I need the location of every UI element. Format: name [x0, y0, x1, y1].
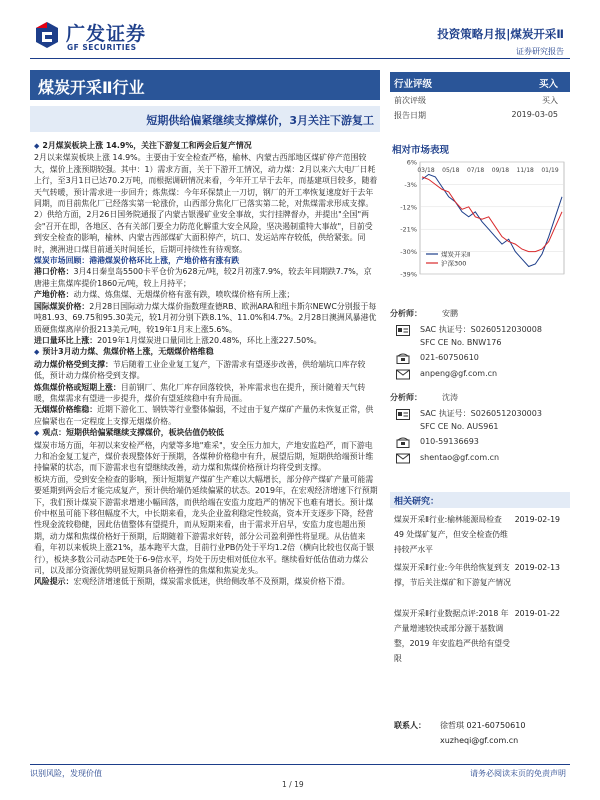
gf-logo-icon [34, 20, 60, 50]
sidebar [390, 72, 570, 534]
paragraph-text: 2019年1月煤炭进口量同比上涨20.48%，环比上涨227.50%。 [97, 335, 322, 345]
analyst1-email[interactable]: anpeng@gf.com.cn [420, 369, 498, 378]
subtitle-bar [30, 106, 380, 132]
paragraph-text: 2月28日国际动力煤大煤价指数理查德RB、欧洲ARA和纽卡斯尔NEWC分别报于每吨81.93、69.75和95.30美元，较1月初分别下跌8.1%、11.0%和4.7%。2月28日澳洲风暴港优质硬焦煤离岸价报213美元/吨，较19年1月末上涨5.6%。 [34, 301, 377, 334]
related-research-header [390, 492, 570, 508]
footer-divider [30, 764, 570, 765]
paragraph-text: 3月4日秦皇岛5500卡平仓价为628元/吨，较2月初涨7.9%，较去年同期跌7.7%，京唐港主焦煤库提价1860元/吨，较上月持平； [34, 267, 372, 288]
related-research-title: 相关研究： [394, 497, 440, 507]
email-icon [396, 453, 410, 464]
analyst2-sac: SAC 执证号：S0260512030003 [420, 409, 542, 418]
phone-icon [396, 353, 410, 364]
paragraph-lead: 进口量环比上涨： [34, 335, 98, 345]
report-subtitle: 短期供给偏紧继续支撑煤价，3月关注下游复工 [146, 114, 374, 127]
analyst1-name: 安鹏 [442, 309, 458, 318]
analyst2-email[interactable]: shentao@gf.com.cn [420, 453, 500, 462]
report-date-row [390, 107, 570, 122]
y-tick-label: 6% [406, 158, 417, 167]
rating-header [390, 72, 570, 92]
related-item[interactable] [390, 606, 570, 668]
report-type: 投资策略月报|煤炭开采Ⅱ [437, 27, 564, 41]
logo-en-text: GF SECURITIES [67, 43, 137, 52]
related-item-title: 煤炭开采Ⅱ行业数据点评:2018 年产量增速较快或部分源于基数调整，2019 年安监趋严供给有望受限 [394, 609, 510, 663]
body-paragraph [34, 152, 378, 255]
logo-cn-text: 广发证券 [66, 23, 147, 45]
paragraph-text: 动力煤、炼焦煤、无烟煤价格有涨有跌，喷吹煤价格有所上涨； [73, 290, 295, 300]
x-tick-label: 05/18 [442, 167, 460, 174]
related-item-date: 2019-02-19 [514, 515, 560, 524]
paragraph-lead: 港口价格： [34, 267, 74, 277]
contact-email[interactable]: xuzheqi@gf.com.cn [440, 736, 519, 745]
gf-logo [34, 18, 184, 56]
x-tick-label: 09/18 [491, 167, 510, 174]
paragraph-lead: 炼焦煤价格或短期上涨： [34, 382, 121, 392]
body-paragraph [34, 440, 378, 474]
related-item[interactable] [390, 560, 570, 608]
page-number: 1 / 19 [282, 780, 304, 789]
paragraph-text: 2月以来煤炭板块上涨 14.9%。主要由于安全检查严格，榆林、内蒙古西部地区煤矿停产范围较大，煤价上涨预期较强。其中：1）需求方面，关于下游开工情况，动力煤：2月以来六大电厂日耗上行，至3月1日已达70.2万吨，而根据调研情况来看，今年开工早于去年，而基建项目较多，随着天气转暖，预计需求进一步回升；炼焦煤：今年环保禁止一刀切，钢厂的开工率恢复速度好于去年同期，而目前焦化厂已经落实第一轮涨价，山西部分焦化厂已落实第二轮，对焦煤需求形成支撑。2）供给方面，2月26日国务院通报了内蒙古银漫矿业安全事故，实行挂牌督办，并提出"全国"两会"召开在即，各地区、各有关部门要全力防范化解重大安全风险，坚决遏制重特大事故"，目前受到安全检查的影响，榆林、内蒙古西部煤矿大面积停产，坑口、发运站库存较低，供给紧张。同时，澳洲进口煤目前通关时间延长，后期可持续性有待观察。 [34, 153, 378, 254]
analyst2-phone: 010-59136693 [420, 437, 479, 446]
contact-name-phone: 徐哲琪 021-60750610 [440, 721, 526, 730]
paragraph-lead: 产地价格： [34, 290, 74, 300]
legend-label: 煤炭开采Ⅱ [441, 250, 471, 259]
section-subheading [34, 255, 378, 266]
x-tick-label: 11/18 [516, 167, 534, 174]
contact-block [390, 720, 570, 748]
body-paragraph [34, 382, 378, 405]
y-tick-label: -12% [400, 203, 417, 212]
paragraph-text: 节后随着工业企业复工复产，下游需求有望逐步改善，供给端坑口库存较低，预计动力煤价格受到支撑。 [34, 359, 366, 381]
report-date-label: 报告日期 [394, 111, 426, 120]
prev-rating-value: 买入 [542, 96, 558, 105]
body-paragraph [34, 404, 378, 427]
header-divider [30, 58, 570, 59]
x-tick-label: 01/19 [541, 167, 559, 174]
paragraph-text: 预计3月动力煤、焦煤价格上涨，无烟煤价格维稳 [42, 347, 214, 357]
analyst1-sfc: SFC CE No. BNW176 [420, 338, 502, 347]
rating-label: 行业评级 [394, 79, 433, 90]
body-paragraph [34, 335, 378, 346]
body-paragraph [34, 266, 378, 289]
section-heading [34, 140, 378, 152]
paragraph-lead: 风险提示： [34, 577, 74, 587]
report-date-value: 2019-03-05 [511, 110, 558, 119]
title-banner [30, 70, 380, 100]
body-paragraph [34, 301, 378, 335]
prev-rating-label: 前次评级 [394, 96, 426, 105]
relative-performance-chart [390, 156, 570, 296]
related-item-date: 2019-01-22 [514, 609, 560, 618]
y-tick-label: -3% [404, 180, 417, 189]
x-tick-label: 07/18 [466, 167, 485, 174]
related-item-date: 2019-02-13 [514, 563, 560, 572]
related-item-title: 煤炭开采Ⅱ行业:榆林能源局检查 49 处煤矿复产，但安全检查仍维持较严水平 [394, 515, 508, 554]
report-sub: 证券研究报告 [516, 47, 564, 56]
contact-label: 联系人： [394, 721, 426, 730]
body-paragraph [34, 576, 378, 587]
related-item[interactable] [390, 512, 570, 560]
paragraph-text: 宏观经济增速低于预期，煤炭需求低迷，供给侧改革不及预期，煤炭价格下滑。 [73, 577, 350, 587]
rating-value: 买入 [538, 79, 558, 90]
body-paragraph [34, 359, 378, 382]
analyst1-phone: 021-60750610 [420, 353, 479, 362]
y-tick-label: -30% [400, 248, 417, 257]
x-tick-label: 03/18 [417, 167, 435, 174]
paragraph-text: 近期下游化工、钢铁等行业整体偏弱，不过由于复产煤矿产量仍未恢复正常，供应偏紧也在一定程度上支撑无烟煤价格。 [34, 405, 374, 426]
prev-rating-row [390, 92, 570, 107]
body-paragraph [34, 289, 378, 300]
analyst1-label: 分析师： [390, 309, 422, 318]
paragraph-text: 煤炭市场回顾：港港煤炭价格环比上涨，产地价格有涨有跌 [34, 256, 240, 266]
main-body [34, 140, 378, 760]
y-tick-label: -39% [400, 270, 417, 279]
section-heading [34, 346, 378, 358]
paragraph-text: 2月煤炭板块上涨 14.9%，关注下游复工和两会后复产情况 [42, 141, 252, 150]
paragraph-lead: 国际煤炭价格： [34, 301, 90, 311]
disclaimer-notice: 请务必阅读末页的免责声明 [470, 769, 566, 778]
legend-label: 沪深300 [441, 259, 467, 268]
footer-slogan: 识别风险，发现价值 [30, 769, 102, 778]
report-title: 煤炭开采Ⅱ行业 [38, 78, 145, 97]
analyst2-name: 沈涛 [442, 393, 458, 402]
related-item-title: 煤炭开采Ⅱ行业:今年供给恢复到支撑，节后关注煤矿和下游复产情况 [394, 563, 511, 587]
chart-title: 相对市场表现 [392, 145, 450, 156]
paragraph-text: 煤炭市场方面，年初以来安检严格，内蒙等多地"难采"，安全压力加大，产地安监趋严，而下游电力和冶金复工复产，煤价表现整体好于预期，各煤种价格稳中有升，展望后期，短期供给端预计维持偏紧的状态，而下游需求也有望继续改善，动力煤和焦煤价格预计均将受到支撑。 [34, 440, 374, 473]
y-tick-label: -21% [400, 225, 417, 234]
analyst2-sfc: SFC CE No. AUS961 [420, 422, 499, 431]
email-icon [396, 369, 410, 380]
section-heading [34, 427, 378, 439]
paragraph-lead: 动力煤价格受到支撑： [34, 359, 113, 369]
analyst2-label: 分析师： [390, 393, 422, 402]
id-card-icon [396, 325, 410, 336]
id-card-icon [396, 409, 410, 420]
analyst1-sac: SAC 执证号：S0260512030008 [420, 325, 542, 334]
phone-icon [396, 437, 410, 448]
paragraph-lead: 无烟煤价格维稳： [34, 405, 98, 415]
paragraph-text: 观点：短期供给偏紧继续支撑煤价，板块估值仍较低 [42, 428, 224, 438]
report-header [0, 0, 600, 62]
paragraph-text: 目前钢厂、焦化厂库存回落较快，补库需求也在提升，预计随着天气转暖，焦煤需求有望进一步提升，煤价有望延续稳中有升局面。 [34, 382, 366, 403]
paragraph-text: 板块方面，受到安全检查的影响，预计短期复产煤矿生产难以大幅增长，部分停产煤矿产量可能需要延期到两会后才能完成复产，预计供给端仍延续偏紧的状态。2019年，在宏观经济增速下行预期下，我们预计煤炭下游需求增速小幅回落，而供给端在安监力度趋严的情况下也难有增长。预计煤价中枢虽可能下移但幅度不大，中长期来看，龙头企业盈利稳定性较高，资本开支逐步下降，经营性现金流较稳健，因此估值整体有望提升，而从短期来看，由于需求开启早，安监力度也超出预期，动力煤和焦煤价格好于预期，后期随着下游需求好转，部分公司盈利弹性将显现。从估值来看，年初以来板块上涨21%，基本跑平大盘，目前行业PB仍处于平均1.2倍（横向比较也仅高于银行），板块多数公司动态PE处于6-9倍水平，均处于历史相对低位水平。继续看好低估值动力煤公司，以及部分资源优势明显短期具备价格弹性的焦煤和焦炭龙头。 [34, 474, 378, 576]
body-paragraph [34, 474, 378, 577]
